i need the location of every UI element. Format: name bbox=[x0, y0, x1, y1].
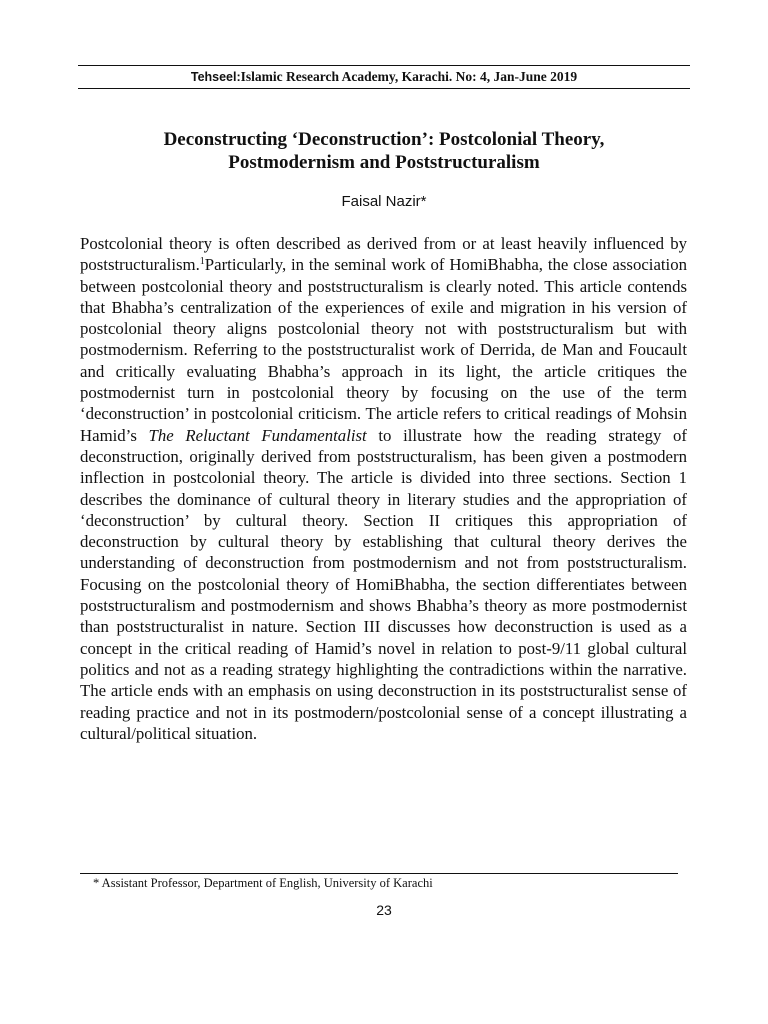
book-title: The Reluctant Fundamentalist bbox=[148, 425, 367, 445]
header-bottom-rule bbox=[78, 88, 690, 89]
abstract-text-1: Postcolonial theory is often described as derived from or at least heavily influenced by poststructuralism. bbox=[80, 234, 687, 275]
running-header bbox=[78, 69, 690, 85]
title-line-1: Deconstructing ‘Deconstruction’: Postcolonial Theory, bbox=[163, 129, 605, 150]
author-name: Faisal Nazir* bbox=[341, 193, 427, 210]
title-line-2: Postmodernism and Poststructuralism bbox=[228, 152, 540, 173]
abstract bbox=[80, 233, 687, 744]
journal-name: Tehseel: bbox=[190, 70, 241, 84]
abstract-text-3: to illustrate how the reading strategy of deconstruction, originally derived from poststructuralism, has been given a postmodern inflection in postcolonial theory. The article is divided into three sections. Section 1 describes the dominance of cultural theory in literary studies and the appropriation of ‘deconstruction’ by cultural theory. Section II critiques this appropriation of deconstruction by cultural theory by establishing that cultural theory derives the understanding of deconstruction from postmodernism and not from poststructuralism. Focusing on the postcolonial theory of HomiBhabha, the section differentiates between poststructuralism and postmodernism and shows Bhabha’s theory as more postmodernist than poststructuralist in nature. Section III discusses how deconstruction is used as a concept in the critical reading of Hamid’s novel in relation to post-9/11 global cultural politics and not as a reading strategy highlighting the contradictions within the narrative. The article ends with an emphasis on using deconstruction in its poststructuralist sense of reading practice and not in its postmodern/postcolonial sense of a concept illustrating a cultural/political situation. bbox=[80, 425, 688, 743]
footnote-rule bbox=[80, 873, 678, 874]
abstract-text-2: Particularly, in the seminal work of HomiBhabha, the close association between postcolonial theory and poststructuralism is clearly noted. This article contends that Bhabha’s centralization of the experiences of exile and migration in his version of postcolonial theory aligns postcolonial theory not with poststructuralism but with postmodernism. Referring to the poststructuralist work of Derrida, de Man and Foucault and critically evaluating Bhabha’s approach in its light, the article critiques the postmodernist turn in postcolonial theory by focusing on the use of the term ‘deconstruction’ in postcolonial criticism. The article refers to critical readings of Mohsin Hamid’s bbox=[80, 255, 687, 445]
footnote: * Assistant Professor, Department of English, University of Karachi bbox=[93, 876, 433, 890]
article-title bbox=[78, 128, 690, 174]
footnote-reference: 1 bbox=[199, 256, 205, 268]
header-top-rule bbox=[78, 65, 690, 66]
page-number: 23 bbox=[376, 902, 392, 918]
journal-info: Islamic Research Academy, Karachi. No: 4, Jan-June 2019 bbox=[240, 69, 578, 84]
